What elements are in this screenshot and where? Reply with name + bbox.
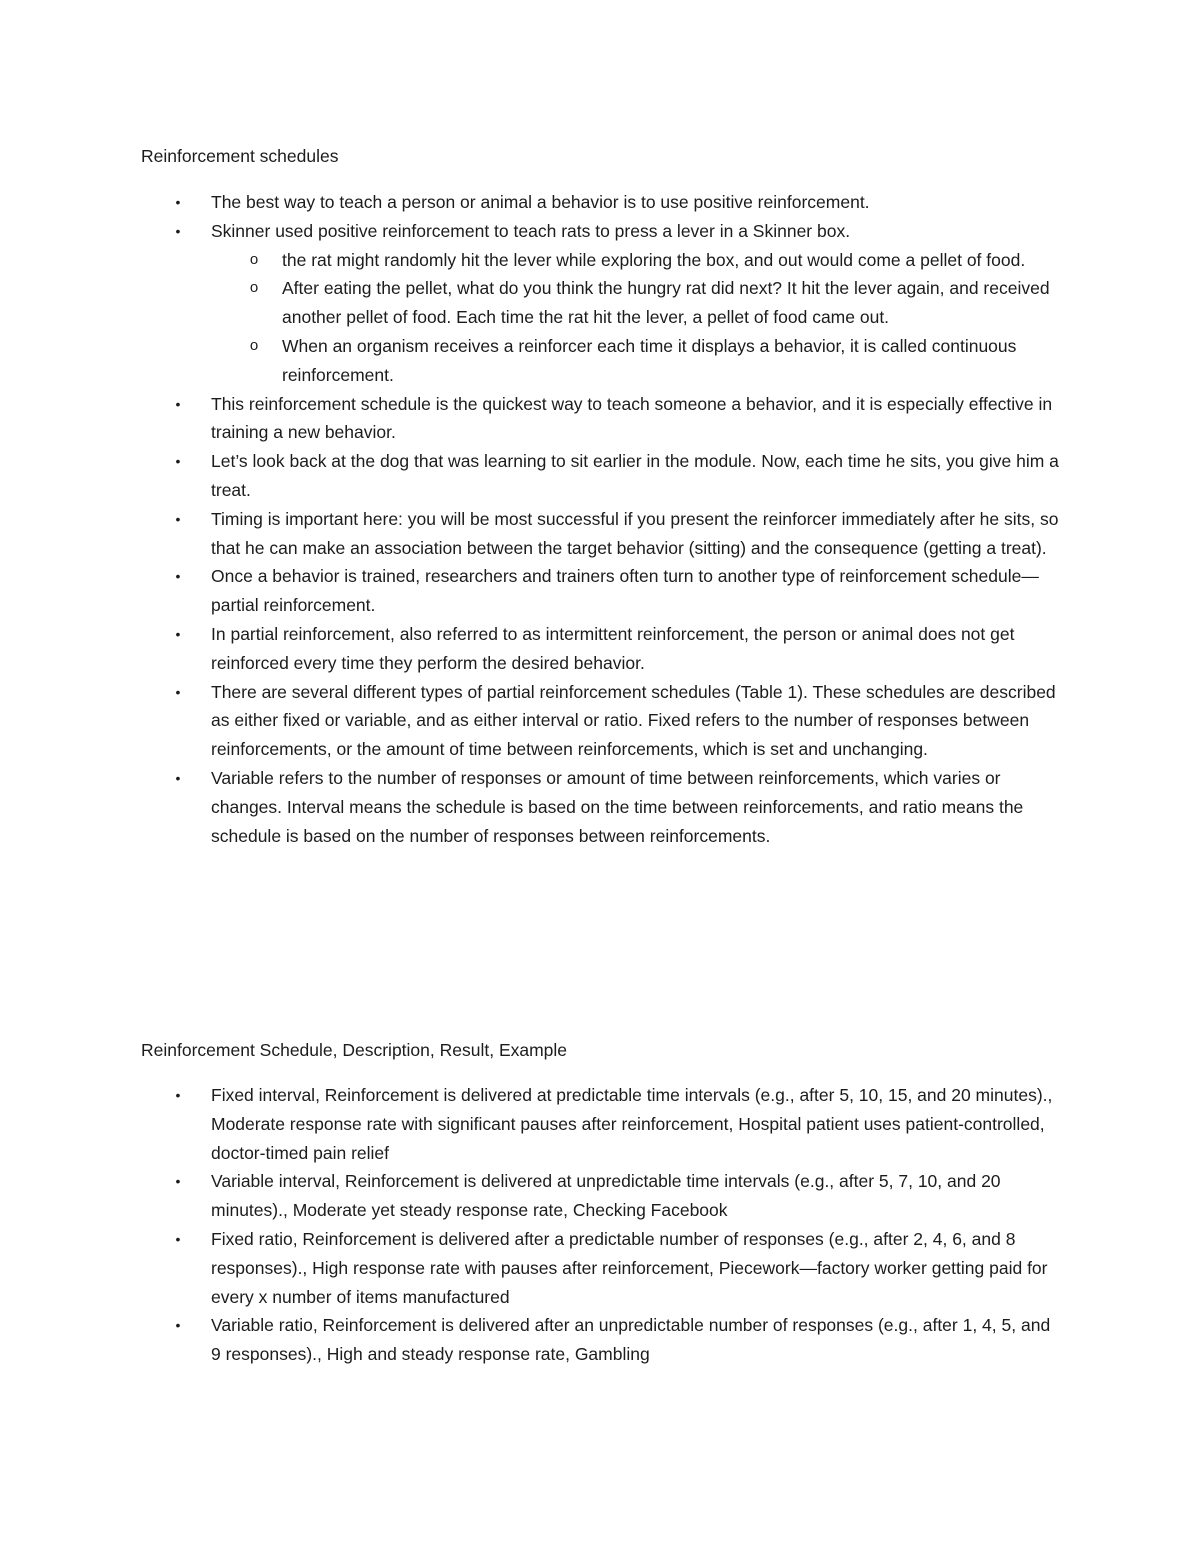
list-item (0, 505, 1061, 563)
bullet-icon: • (175, 625, 181, 642)
list-item (0, 217, 1061, 246)
circle-bullet-icon: o (249, 279, 259, 297)
schedule-types-list (0, 1081, 1200, 1369)
list-item (0, 447, 1061, 505)
bullet-icon: • (175, 769, 181, 786)
list-item-text: After eating the pellet, what do you think the hungry rat did next? It hit the lever again, and received another pellet of food. Each time the rat hit the lever, a pellet of food came out. (282, 278, 1050, 328)
bullet-icon: • (175, 1173, 181, 1190)
list-item-text: Once a behavior is trained, researchers and trainers often turn to another type of reinforcement schedule—partial reinforcement. (211, 566, 1039, 616)
list-item (0, 764, 1061, 850)
list-item-text: Variable refers to the number of responses or amount of time between reinforcements, which varies or changes. Interval means the schedule is based on the time between reinforcements, and ratio means the schedule is based on the number of responses between reinforcements. (211, 767, 1024, 846)
list-item (0, 678, 1061, 764)
list-item-text: When an organism receives a reinforcer each time it displays a behavior, it is called continuous reinforcement. (282, 335, 1017, 385)
list-item-text: This reinforcement schedule is the quickest way to teach someone a behavior, and it is especially effective in training a new behavior. (211, 393, 1053, 443)
list-item-text: In partial reinforcement, also referred to as intermittent reinforcement, the person or animal does not get reinforced every time they perform the desired behavior. (211, 623, 1015, 673)
list-item-text: Variable interval, Reinforcement is delivered at unpredictable time intervals (e.g., after 5, 7, 10, and 20 minutes)., Moderate yet steady response rate, Checking Facebook (211, 1171, 1001, 1221)
list-item-text: There are several different types of partial reinforcement schedules (Table 1). These schedules are described as either fixed or variable, and as either interval or ratio. Fixed refers to the number of responses between reinforcements, or the amount of time between reinforcements, which is set and unchanging. (211, 681, 1056, 760)
list-item (0, 562, 1061, 620)
list-item-text: Fixed ratio, Reinforcement is delivered after a predictable number of responses (e.g., after 2, 4, 6, and 8 responses)., High response rate with pauses after reinforcement, Piecework—factory worker getting paid for every x number of items manufactured (211, 1228, 1048, 1307)
list-item-text: Fixed interval, Reinforcement is delivered at predictable time intervals (e.g., after 5, 10, 15, and 20 minutes)., Moderate response rate with significant pauses after reinforcement, Hospital patient uses patient-controlled, doctor-timed pain relief (211, 1085, 1053, 1163)
bullet-icon: • (175, 568, 181, 585)
list-item-text: The best way to teach a person or animal a behavior is to use positive reinforcement. (211, 192, 870, 212)
list-item-text: Skinner used positive reinforcement to teach rats to press a lever in a Skinner box. (211, 220, 851, 241)
bullet-icon: • (175, 1317, 181, 1334)
list-item (0, 1167, 1061, 1225)
list-item (0, 188, 1061, 217)
bullet-icon: • (175, 453, 181, 470)
list-item (0, 1225, 1061, 1311)
bullet-icon: • (175, 1230, 181, 1247)
bullet-icon: • (175, 510, 181, 527)
sub-list-item (0, 274, 1062, 332)
list-item-text: Timing is important here: you will be most successful if you present the reinforcer immediately after he sits, so that he can make an association between the target behavior (sitting) and the consequence (getting a treat). (211, 508, 1059, 558)
bullet-icon: • (175, 194, 181, 210)
list-item (0, 1311, 1061, 1369)
reinforcement-schedules-list (0, 188, 1200, 850)
bullet-icon: • (175, 222, 181, 239)
bullet-icon: • (175, 1087, 181, 1103)
bullet-icon: • (175, 683, 181, 700)
list-item (0, 1081, 1061, 1167)
circle-bullet-icon: o (249, 336, 259, 354)
sub-list-item (0, 332, 1062, 390)
list-item (0, 620, 1061, 678)
list-item-text: the rat might randomly hit the lever while exploring the box, and out would come a pellet of food. (282, 249, 1026, 270)
sub-list-item (0, 246, 1062, 275)
circle-bullet-icon: o (249, 250, 259, 268)
section-heading-reinforcement-schedules: Reinforcement schedules (141, 146, 339, 166)
list-item (0, 390, 1061, 448)
section-heading-schedule-table: Reinforcement Schedule, Description, Result, Example (141, 1040, 568, 1060)
list-item-text: Let’s look back at the dog that was learning to sit earlier in the module. Now, each time he sits, you give him a treat. (211, 451, 1059, 500)
list-item-text: Variable ratio, Reinforcement is delivered after an unpredictable number of responses (e.g., after 1, 4, 5, and 9 responses)., High and steady response rate, Gambling (211, 1315, 1051, 1365)
bullet-icon: • (175, 395, 181, 412)
